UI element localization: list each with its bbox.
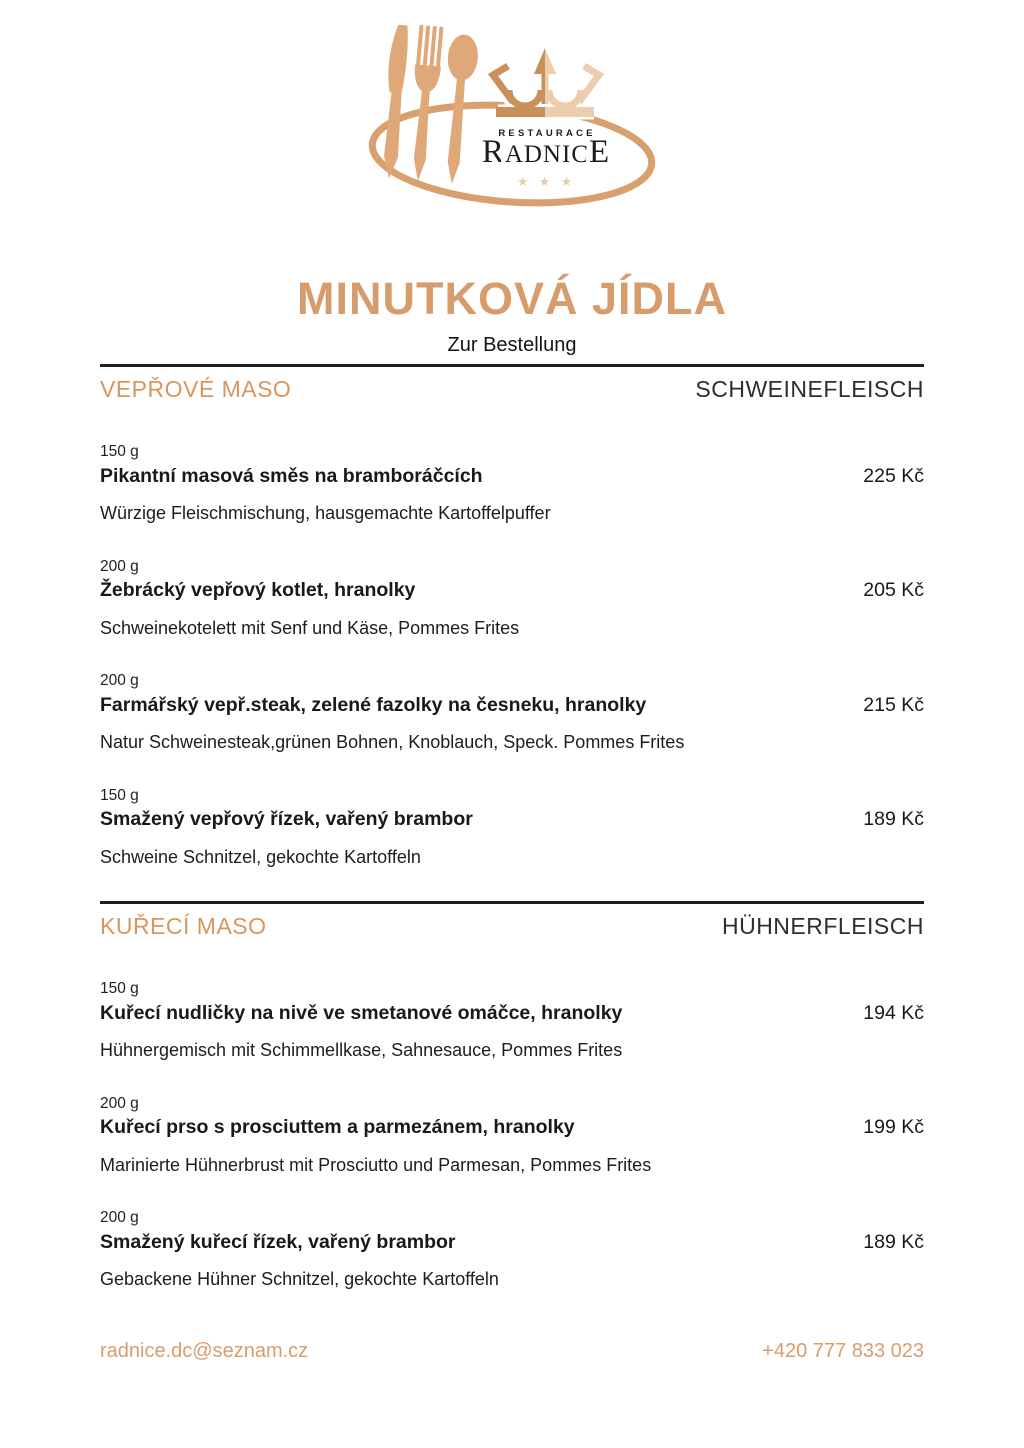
page-subtitle: Zur Bestellung	[447, 334, 577, 356]
section-chicken	[100, 901, 924, 1291]
restaurant-logo	[362, 22, 662, 225]
item-row	[100, 1115, 924, 1139]
item-name: Kuřecí prso s prosciuttem a parmezánem, hranolky	[100, 1116, 575, 1139]
menu-item	[100, 1095, 924, 1177]
page-title: MINUTKOVÁ JÍDLA	[297, 273, 727, 324]
menu-item	[100, 558, 924, 640]
item-name: Kuřecí nudličky na nivě ve smetanové omáčce, hranolky	[100, 1001, 623, 1024]
restaurant-logo-graphic	[362, 22, 662, 220]
menu-content	[100, 364, 924, 1291]
item-name: Smažený vepřový řízek, vařený brambor	[100, 808, 473, 831]
item-description: Natur Schweinesteak,grünen Bohnen, Knoblauch, Speck. Pommes Frites	[100, 732, 685, 753]
item-description: Schweinekotelett mit Senf und Käse, Pommes Frites	[100, 617, 520, 638]
item-description: Würzige Fleischmischung, hausgemachte Kartoffelpuffer	[100, 502, 551, 523]
section-header	[100, 904, 924, 940]
contact-phone: +420 777 833 023	[762, 1340, 924, 1362]
item-price: 225 Kč	[863, 464, 924, 487]
item-price: 189 Kč	[863, 808, 924, 831]
section-title-czech: KUŘECÍ MASO	[100, 913, 267, 940]
item-price: 189 Kč	[863, 1230, 924, 1253]
item-row	[100, 578, 924, 602]
menu-item	[100, 672, 924, 754]
menu-item	[100, 1209, 924, 1291]
logo-stars-icon: ★ ★ ★	[516, 175, 576, 190]
item-description: Hühnergemisch mit Schimmellkase, Sahnesauce, Pommes Frites	[100, 1040, 623, 1061]
item-weight: 200 g	[100, 1209, 139, 1227]
item-description: Schweine Schnitzel, gekochte Kartoffeln	[100, 846, 421, 867]
fork-icon	[405, 24, 444, 182]
section-title-german: SCHWEINEFLEISCH	[695, 376, 924, 402]
menu-item	[100, 443, 924, 525]
section-pork	[100, 364, 924, 868]
contact-email: radnice.dc@seznam.cz	[100, 1340, 309, 1362]
item-list	[100, 940, 924, 1291]
menu-item	[100, 787, 924, 869]
item-row	[100, 693, 924, 717]
item-weight: 150 g	[100, 443, 139, 460]
item-weight: 150 g	[100, 980, 139, 998]
knife-icon	[379, 24, 410, 179]
item-weight: 200 g	[100, 557, 139, 575]
item-row	[100, 807, 924, 831]
logo-restaurace-text: RESTAURACE	[498, 128, 596, 139]
item-weight: 150 g	[100, 786, 139, 804]
item-description: Marinierte Hühnerbrust mit Prosciutto und Parmesan, Pommes Frites	[100, 1154, 652, 1175]
menu-item	[100, 980, 924, 1062]
logo-radnice-text: RADNICE	[481, 134, 611, 170]
section-title-czech: VEPŘOVÉ MASO	[100, 376, 292, 402]
item-description: Gebackene Hühner Schnitzel, gekochte Kartoffeln	[100, 1269, 499, 1290]
item-price: 194 Kč	[863, 1001, 924, 1024]
item-price: 205 Kč	[863, 579, 924, 602]
section-header	[100, 367, 924, 403]
item-weight: 200 g	[100, 1094, 139, 1112]
item-row	[100, 1001, 924, 1025]
item-weight: 200 g	[100, 672, 139, 690]
item-price: 215 Kč	[863, 693, 924, 716]
item-name: Farmářský vepř.steak, zelené fazolky na česneku, hranolky	[100, 693, 647, 716]
item-name: Smažený kuřecí řízek, vařený brambor	[100, 1230, 456, 1253]
item-name: Pikantní masová směs na bramboráčcích	[100, 464, 483, 487]
item-list	[100, 403, 924, 868]
contact-footer	[100, 1340, 924, 1363]
item-price: 199 Kč	[863, 1116, 924, 1139]
item-row	[100, 464, 924, 488]
item-name: Žebrácký vepřový kotlet, hranolky	[100, 579, 416, 602]
section-title-german: HÜHNERFLEISCH	[721, 913, 924, 940]
item-row	[100, 1230, 924, 1254]
